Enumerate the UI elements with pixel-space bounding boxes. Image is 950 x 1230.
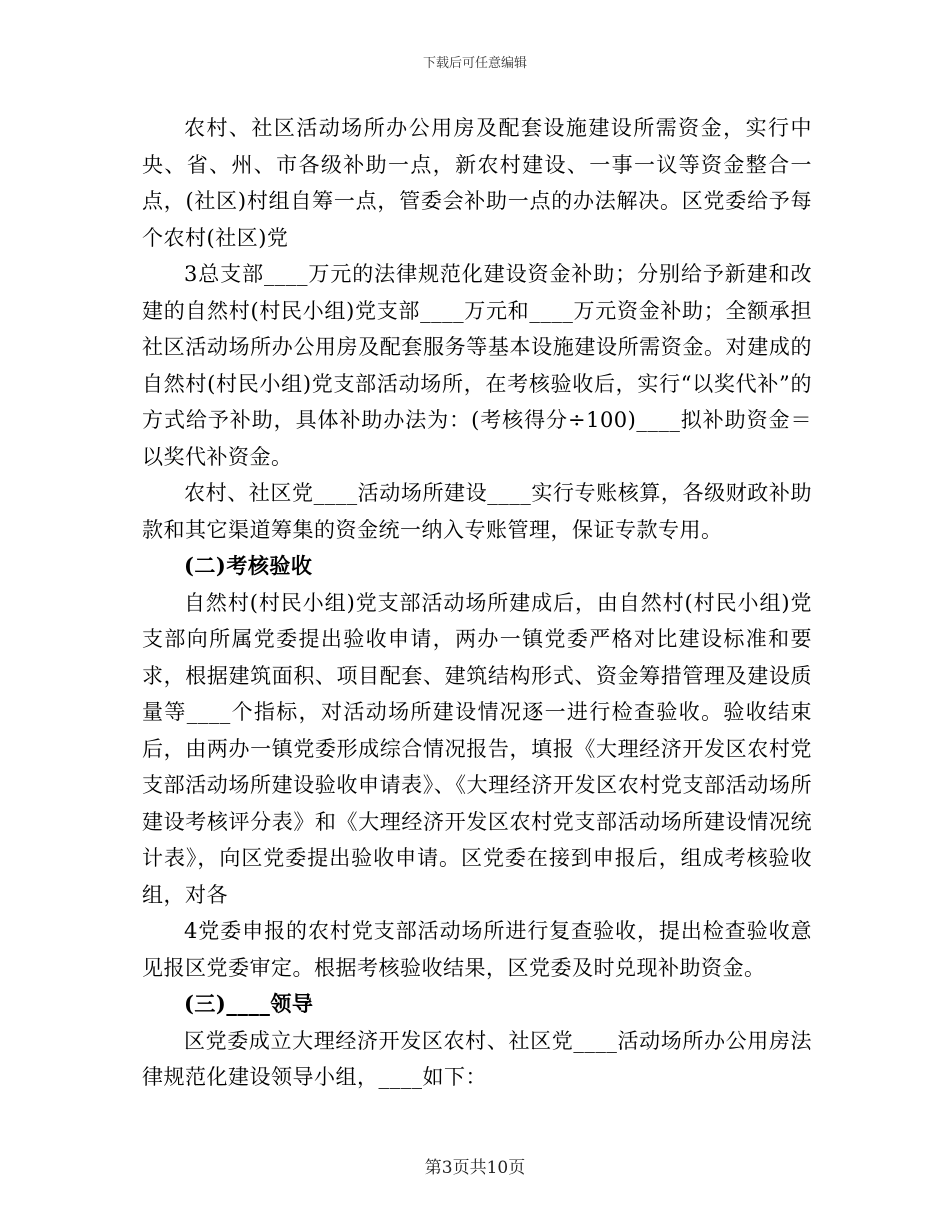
paragraph-inspection-process: 自然村(村民小组)党支部活动场所建成后，由自然村(村民小组)党支部向所属党委提出验收申请，两办一镇党委严格对比建设标准和要求，根据建筑面积、项目配套、建筑结构形式、资金筹措管理及建设质量等____个指标，对活动场所建设情况逐一进行检查验收。验收结束后，由两办一镇党委形成综合情况报告，填报《大理经济开发区农村党支部活动场所建设验收申请表》、《大理经济开发区农村党支部活动场所建设考核评分表》和《大理经济开发区农村党支部活动场所建设情况统计表》，向区党委提出验收申请。区党委在接到申报后，组成考核验收组，对各 (142, 590, 812, 907)
page-header-note: 下载后可任意编辑 (422, 56, 527, 71)
page-number: 第3页共10页 (424, 1158, 526, 1178)
document-body (142, 110, 812, 1096)
paragraph-special-account: 农村、社区党____活动场所建设____实行专账核算，各级财政补助款和其它渠道筹集的资金统一纳入专账管理，保证专款专用。 (142, 481, 812, 542)
paragraph-leadership-group: 区党委成立大理经济开发区农村、社区党____活动场所办公用房法律规范化建设领导小组，____如下： (142, 1028, 812, 1089)
section-heading-leadership: (三)____领导 (184, 991, 314, 1016)
paragraph-subsidy-amounts: 3总支部____万元的法律规范化建设资金补助；分别给予新建和改建的自然村(村民小组)党支部____万元和____万元资金补助；全额承担社区活动场所办公用房及配套服务等基本设施建设所需资金。对建成的自然村(村民小组)党支部活动场所，在考核验收后，实行“以奖代补”的方式给予补助，具体补助办法为：(考核得分÷100)____拟补助资金＝以奖代补资金。 (142, 262, 812, 469)
section-heading-inspection: (二)考核验收 (184, 553, 313, 578)
paragraph-funding-sources: 农村、社区活动场所办公用房及配套设施建设所需资金，实行中央、省、州、市各级补助一点，新农村建设、一事一议等资金整合一点，(社区)村组自筹一点，管委会补助一点的办法解决。区党委给予每个农村(社区)党 (142, 116, 812, 250)
paragraph-review-acceptance: 4党委申报的农村党支部活动场所进行复查验收，提出检查验收意见报区党委审定。根据考核验收结果，区党委及时兑现补助资金。 (142, 919, 812, 980)
